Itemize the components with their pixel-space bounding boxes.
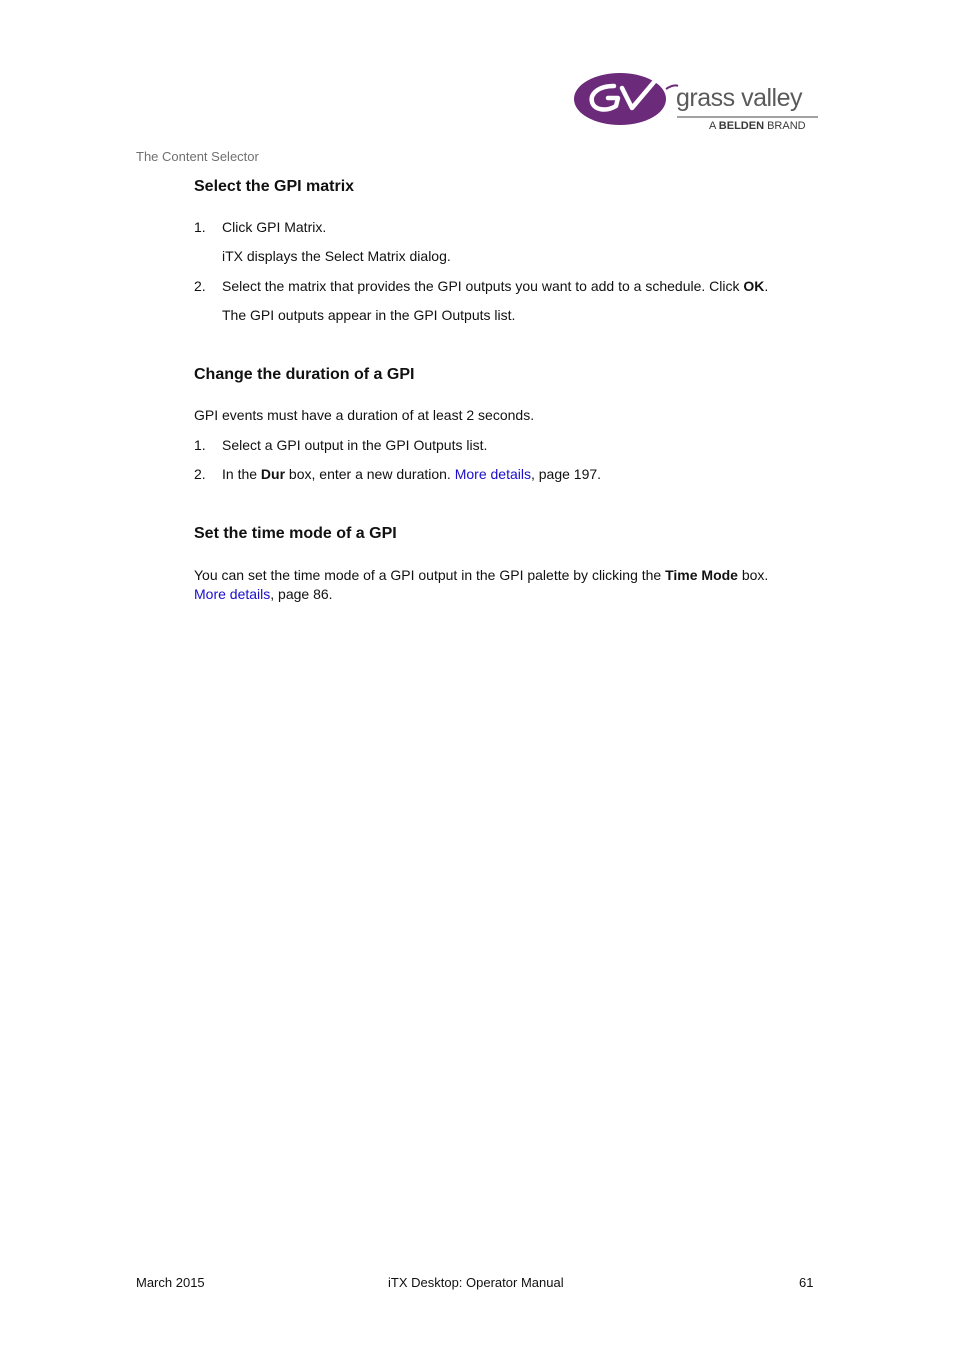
- breadcrumb: The Content Selector: [136, 149, 259, 164]
- step-number: 2.: [194, 278, 206, 294]
- footer-page-number: 61: [799, 1275, 814, 1290]
- step-number: 2.: [194, 466, 206, 482]
- step-text: Select the matrix that provides the GPI outputs you want to add to a schedule. Click OK.: [222, 278, 769, 294]
- more-details-link[interactable]: More details: [454, 466, 531, 482]
- step-text: Select a GPI output in the GPI Outputs list.: [222, 437, 488, 453]
- step-text: In the Dur box, enter a new duration. More details, page 197.: [222, 466, 602, 482]
- section-heading-change-duration: Change the duration of a GPI: [194, 366, 415, 383]
- section-intro: GPI events must have a duration of at least 2 seconds.: [194, 407, 535, 423]
- step-number: 1.: [194, 437, 206, 453]
- section-paragraph-cont: More details, page 86.: [194, 586, 333, 602]
- section-heading-set-time-mode: Set the time mode of a GPI: [194, 525, 397, 542]
- brand-name: grass valley: [676, 84, 802, 112]
- step-text: Click GPI Matrix.: [222, 219, 327, 235]
- section-heading-select-gpi-matrix: Select the GPI matrix: [194, 178, 355, 195]
- step-number: 1.: [194, 219, 206, 235]
- brand-tagline: A BELDEN BRAND: [709, 120, 806, 132]
- footer-title: iTX Desktop: Operator Manual: [388, 1275, 564, 1290]
- step-result: iTX displays the Select Matrix dialog.: [222, 248, 451, 264]
- step-result: The GPI outputs appear in the GPI Outputs list.: [222, 307, 516, 323]
- more-details-link[interactable]: More details: [194, 586, 271, 602]
- section-paragraph: You can set the time mode of a GPI output in the GPI palette by clicking the Time Mode box.: [194, 567, 769, 583]
- grass-valley-logo: [574, 72, 820, 134]
- footer-date: March 2015: [136, 1275, 205, 1290]
